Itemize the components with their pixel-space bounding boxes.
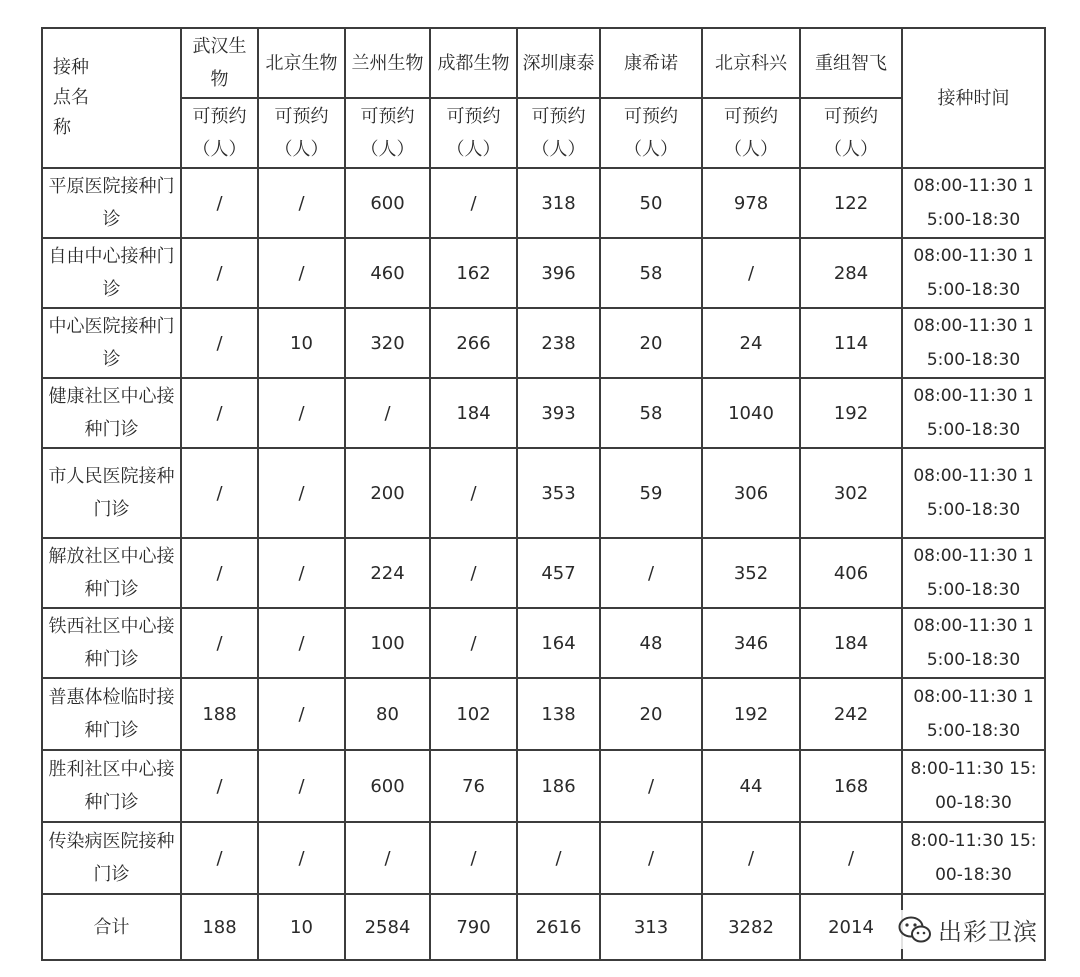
count-cell: 460	[345, 238, 430, 308]
total-cell: 2616	[517, 894, 600, 960]
count-cell: /	[181, 378, 258, 448]
total-label: 合计	[42, 894, 181, 960]
count-cell: /	[258, 538, 345, 608]
count-cell: /	[258, 822, 345, 894]
count-cell: 122	[800, 168, 902, 238]
count-cell: 320	[345, 308, 430, 378]
site-name-header	[42, 28, 181, 168]
bookable-header: 可预约（人）	[345, 98, 430, 168]
vendor-header: 重组智飞	[800, 28, 902, 98]
vendor-header: 北京生物	[258, 28, 345, 98]
site-name-cell: 自由中心接种门诊	[42, 238, 181, 308]
corner-line: 称	[53, 117, 71, 138]
count-cell: /	[600, 750, 702, 822]
total-cell: 2014	[800, 894, 902, 960]
count-cell: 600	[345, 750, 430, 822]
count-cell: 50	[600, 168, 702, 238]
count-cell: 352	[702, 538, 800, 608]
time-cell: 8:00-11:30 15:00-18:30	[902, 750, 1045, 822]
count-cell: /	[345, 378, 430, 448]
header-row-vendors	[42, 28, 1045, 98]
table-row	[42, 608, 1045, 678]
time-cell: 08:00-11:30 15:00-18:30	[902, 378, 1045, 448]
count-cell: 102	[430, 678, 517, 750]
watermark	[892, 910, 1044, 949]
count-cell: /	[258, 750, 345, 822]
site-name-cell: 解放社区中心接种门诊	[42, 538, 181, 608]
count-cell: /	[181, 448, 258, 538]
count-cell: /	[345, 822, 430, 894]
table-row	[42, 238, 1045, 308]
count-cell: 100	[345, 608, 430, 678]
bookable-header: 可预约（人）	[258, 98, 345, 168]
site-name-cell: 普惠体检临时接种门诊	[42, 678, 181, 750]
count-cell: 184	[430, 378, 517, 448]
table-row	[42, 822, 1045, 894]
total-cell: 790	[430, 894, 517, 960]
count-cell: 242	[800, 678, 902, 750]
count-cell: /	[181, 308, 258, 378]
count-cell: /	[600, 538, 702, 608]
bookable-header: 可预约（人）	[702, 98, 800, 168]
count-cell: 192	[702, 678, 800, 750]
count-cell: 1040	[702, 378, 800, 448]
total-cell: 2584	[345, 894, 430, 960]
site-name-cell: 市人民医院接种门诊	[42, 448, 181, 538]
bookable-header: 可预约（人）	[517, 98, 600, 168]
count-cell: /	[258, 238, 345, 308]
count-cell: /	[702, 238, 800, 308]
count-cell: 138	[517, 678, 600, 750]
time-cell: 08:00-11:30 15:00-18:30	[902, 448, 1045, 538]
count-cell: 346	[702, 608, 800, 678]
count-cell: /	[800, 822, 902, 894]
count-cell: 188	[181, 678, 258, 750]
time-header: 接种时间	[902, 28, 1045, 168]
count-cell: 353	[517, 448, 600, 538]
count-cell: 284	[800, 238, 902, 308]
bookable-header: 可预约（人）	[181, 98, 258, 168]
count-cell: /	[430, 538, 517, 608]
site-name-cell: 铁西社区中心接种门诊	[42, 608, 181, 678]
time-cell: 08:00-11:30 15:00-18:30	[902, 168, 1045, 238]
count-cell: /	[181, 538, 258, 608]
count-cell: 186	[517, 750, 600, 822]
vendor-header: 康希诺	[600, 28, 702, 98]
vendor-header: 武汉生物	[181, 28, 258, 98]
count-cell: 59	[600, 448, 702, 538]
vendor-header: 兰州生物	[345, 28, 430, 98]
site-name-cell: 传染病医院接种门诊	[42, 822, 181, 894]
count-cell: /	[258, 448, 345, 538]
count-cell: /	[430, 168, 517, 238]
site-name-cell: 中心医院接种门诊	[42, 308, 181, 378]
count-cell: 20	[600, 308, 702, 378]
count-cell: 76	[430, 750, 517, 822]
count-cell: 224	[345, 538, 430, 608]
count-cell: 302	[800, 448, 902, 538]
count-cell: /	[430, 822, 517, 894]
vendor-header: 北京科兴	[702, 28, 800, 98]
count-cell: /	[258, 678, 345, 750]
table-row	[42, 378, 1045, 448]
count-cell: /	[430, 448, 517, 538]
table-row	[42, 168, 1045, 238]
count-cell: /	[517, 822, 600, 894]
count-cell: 114	[800, 308, 902, 378]
bookable-header: 可预约（人）	[430, 98, 517, 168]
count-cell: /	[430, 608, 517, 678]
count-cell: 162	[430, 238, 517, 308]
header-row-sub	[42, 98, 1045, 168]
count-cell: 164	[517, 608, 600, 678]
count-cell: 457	[517, 538, 600, 608]
table-row	[42, 448, 1045, 538]
count-cell: /	[702, 822, 800, 894]
total-cell: 3282	[702, 894, 800, 960]
count-cell: /	[258, 168, 345, 238]
vendor-header: 深圳康泰	[517, 28, 600, 98]
total-cell: 313	[600, 894, 702, 960]
count-cell: 44	[702, 750, 800, 822]
count-cell: /	[181, 608, 258, 678]
count-cell: /	[181, 750, 258, 822]
count-cell: 80	[345, 678, 430, 750]
count-cell: 266	[430, 308, 517, 378]
count-cell: 600	[345, 168, 430, 238]
count-cell: 406	[800, 538, 902, 608]
time-cell: 08:00-11:30 15:00-18:30	[902, 608, 1045, 678]
vaccination-table	[41, 27, 1046, 961]
count-cell: 20	[600, 678, 702, 750]
time-cell: 08:00-11:30 15:00-18:30	[902, 538, 1045, 608]
site-name-cell: 胜利社区中心接种门诊	[42, 750, 181, 822]
count-cell: 306	[702, 448, 800, 538]
site-name-cell: 健康社区中心接种门诊	[42, 378, 181, 448]
count-cell: 396	[517, 238, 600, 308]
table-row	[42, 308, 1045, 378]
bookable-header: 可预约（人）	[600, 98, 702, 168]
bookable-header: 可预约（人）	[800, 98, 902, 168]
wechat-icon	[898, 915, 932, 945]
time-cell: 08:00-11:30 15:00-18:30	[902, 678, 1045, 750]
site-name-cell: 平原医院接种门诊	[42, 168, 181, 238]
count-cell: /	[181, 238, 258, 308]
table-row	[42, 538, 1045, 608]
vendor-header: 成都生物	[430, 28, 517, 98]
time-cell: 08:00-11:30 15:00-18:30	[902, 308, 1045, 378]
count-cell: 393	[517, 378, 600, 448]
count-cell: /	[258, 608, 345, 678]
count-cell: /	[181, 822, 258, 894]
total-cell: 188	[181, 894, 258, 960]
count-cell: 238	[517, 308, 600, 378]
count-cell: 48	[600, 608, 702, 678]
count-cell: 318	[517, 168, 600, 238]
time-cell: 08:00-11:30 15:00-18:30	[902, 238, 1045, 308]
count-cell: /	[258, 378, 345, 448]
count-cell: /	[600, 822, 702, 894]
watermark-text: 出彩卫滨	[938, 918, 1038, 946]
count-cell: 978	[702, 168, 800, 238]
count-cell: 10	[258, 308, 345, 378]
corner-line: 接种	[53, 57, 89, 78]
count-cell: 58	[600, 378, 702, 448]
count-cell: 58	[600, 238, 702, 308]
table-row	[42, 678, 1045, 750]
count-cell: 184	[800, 608, 902, 678]
count-cell: 168	[800, 750, 902, 822]
table-row	[42, 750, 1045, 822]
count-cell: 200	[345, 448, 430, 538]
count-cell: 24	[702, 308, 800, 378]
corner-line: 点名	[53, 87, 89, 108]
time-cell: 8:00-11:30 15:00-18:30	[902, 822, 1045, 894]
total-cell: 10	[258, 894, 345, 960]
count-cell: /	[181, 168, 258, 238]
count-cell: 192	[800, 378, 902, 448]
